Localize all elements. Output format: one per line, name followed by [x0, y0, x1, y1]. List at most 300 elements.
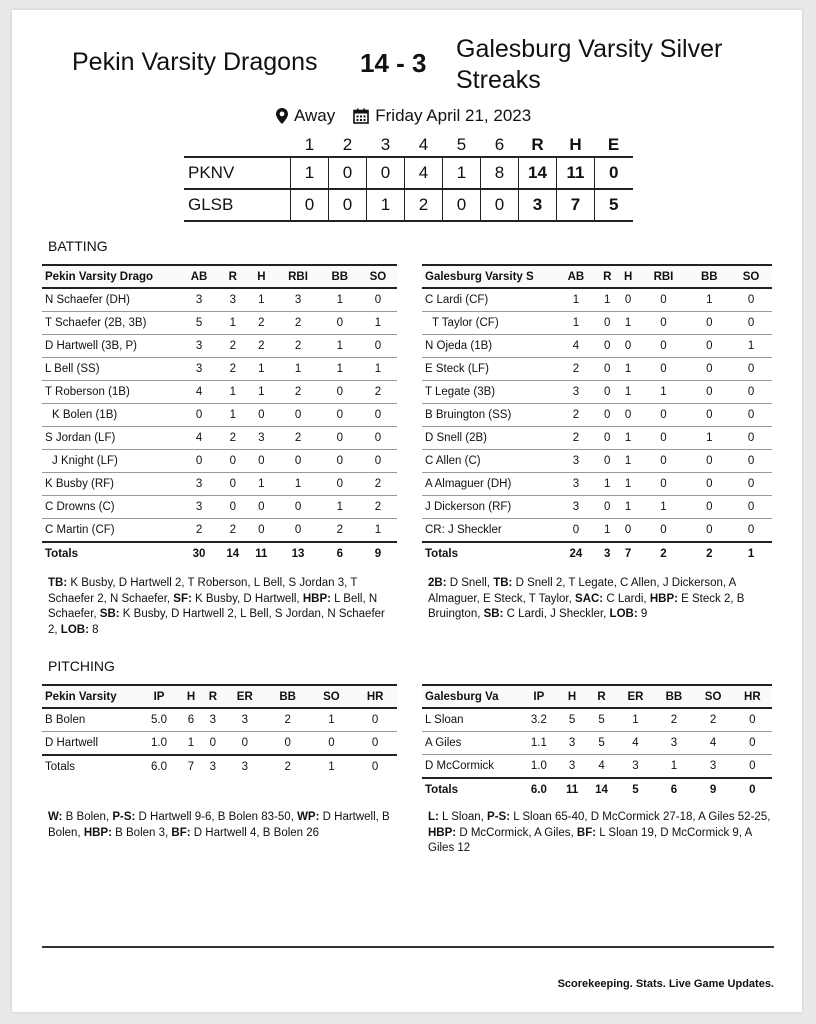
- table-row: [422, 732, 772, 755]
- stat-cell: 0: [639, 312, 689, 335]
- note-value: K Busby, D Hartwell,: [191, 592, 303, 605]
- stat-cell: 1: [247, 288, 275, 312]
- stat-cell: 0: [321, 473, 359, 496]
- location-label: Away: [294, 106, 336, 125]
- total-cell: 9: [359, 542, 397, 565]
- stat-cell: 0: [733, 708, 772, 732]
- note-key: W:: [48, 811, 63, 823]
- player-name: J Knight (LF): [42, 450, 180, 473]
- stat-cell: 6: [180, 708, 202, 732]
- note-key: TB:: [493, 577, 513, 589]
- stat-cell: 3: [555, 473, 597, 496]
- stat-cell: 0: [730, 381, 772, 404]
- home-pitching-team-header: Pekin Varsity: [42, 685, 138, 708]
- col-h: H: [618, 265, 639, 288]
- total-cell: 2: [639, 542, 689, 565]
- total-cell: 2: [266, 755, 310, 778]
- pitcher-name: D Hartwell: [42, 732, 138, 756]
- note-value: D Snell,: [446, 577, 494, 589]
- home-pitching-table: [42, 684, 397, 778]
- home-batting-table: [42, 264, 397, 565]
- stat-cell: 1: [639, 381, 689, 404]
- inning-runs: 0: [291, 189, 329, 221]
- table-row: [42, 450, 397, 473]
- stat-cell: 0: [218, 450, 247, 473]
- stat-cell: 0: [218, 496, 247, 519]
- inning-runs: 1: [291, 157, 329, 189]
- stat-cell: 0: [730, 312, 772, 335]
- line-score-team: PKNV: [184, 157, 291, 189]
- stat-cell: 0: [730, 404, 772, 427]
- stat-cell: 0: [359, 335, 397, 358]
- note-key: TB:: [48, 577, 68, 589]
- stat-cell: 0: [247, 450, 275, 473]
- col-rbi: RBI: [275, 265, 320, 288]
- stat-cell: 3: [555, 496, 597, 519]
- table-row: [422, 335, 772, 358]
- col-hr: HR: [353, 685, 397, 708]
- total-errors: 0: [595, 157, 633, 189]
- col-h: H: [180, 685, 202, 708]
- col-er: ER: [617, 685, 655, 708]
- stat-cell: 0: [247, 519, 275, 543]
- table-row: [422, 358, 772, 381]
- note-value: B Bolen,: [62, 811, 113, 823]
- col-h: H: [558, 685, 587, 708]
- home-pitching-notes: [48, 810, 393, 841]
- stat-cell: 2: [275, 312, 320, 335]
- total-cell: 3: [597, 542, 618, 565]
- totals-row: [422, 778, 772, 801]
- blank-header: [184, 134, 291, 157]
- stat-cell: 2: [359, 473, 397, 496]
- note-value: 8: [88, 623, 99, 636]
- stat-cell: 0: [730, 519, 772, 543]
- line-score-row: [184, 189, 633, 221]
- stat-cell: 0: [688, 496, 730, 519]
- player-name: K Busby (RF): [42, 473, 180, 496]
- stat-cell: 0: [321, 450, 359, 473]
- note-key: P-S:: [112, 811, 136, 823]
- batting-section-title: BATTING: [48, 238, 108, 254]
- stat-cell: 2: [555, 427, 597, 450]
- stat-cell: 1: [247, 381, 275, 404]
- table-row: [422, 288, 772, 312]
- location-pin-icon: [276, 108, 288, 124]
- stat-cell: 1: [618, 473, 639, 496]
- col-so: SO: [694, 685, 733, 708]
- stat-cell: 0: [639, 450, 689, 473]
- table-row: [42, 708, 397, 732]
- stat-cell: 1: [654, 755, 693, 779]
- stat-cell: 1: [310, 708, 354, 732]
- stat-cell: 0: [639, 404, 689, 427]
- inning-runs: 1: [367, 189, 405, 221]
- table-row: [422, 755, 772, 779]
- stat-cell: 2: [218, 358, 247, 381]
- totals-label: Totals: [42, 755, 138, 778]
- stat-cell: 0: [597, 312, 618, 335]
- table-row: [42, 732, 397, 756]
- stat-cell: 0: [310, 732, 354, 756]
- stat-cell: 2: [359, 381, 397, 404]
- table-row: [422, 427, 772, 450]
- total-runs: 14: [519, 157, 557, 189]
- stat-cell: 0: [247, 404, 275, 427]
- stat-cell: 3: [180, 358, 218, 381]
- total-cell: 2: [688, 542, 730, 565]
- player-name: T Taylor (CF): [422, 312, 555, 335]
- stat-cell: 0: [618, 404, 639, 427]
- col-r: R: [586, 685, 616, 708]
- stat-cell: 0: [359, 450, 397, 473]
- total-cell: 13: [275, 542, 320, 565]
- stat-cell: 0: [321, 381, 359, 404]
- note-key: 2B:: [428, 577, 447, 589]
- totals-row: [42, 755, 397, 778]
- stat-cell: 0: [218, 473, 247, 496]
- stat-cell: 3: [180, 473, 218, 496]
- total-errors: 5: [595, 189, 633, 221]
- stat-cell: 3.2: [520, 708, 558, 732]
- stat-cell: 0: [730, 288, 772, 312]
- stat-cell: 0: [321, 404, 359, 427]
- inning-6-header: 6: [494, 135, 505, 154]
- table-row: [42, 335, 397, 358]
- note-value: D Hartwell, B Bolen,: [48, 811, 390, 839]
- inning-runs: 2: [405, 189, 443, 221]
- player-name: T Roberson (1B): [42, 381, 180, 404]
- table-row: [42, 427, 397, 450]
- stat-cell: 0: [555, 519, 597, 543]
- stat-cell: 0: [275, 404, 320, 427]
- player-name: C Allen (C): [422, 450, 555, 473]
- col-so: SO: [310, 685, 354, 708]
- stat-cell: 0: [353, 708, 397, 732]
- total-hits: 11: [557, 157, 595, 189]
- stat-cell: 1: [618, 358, 639, 381]
- scorebook-page: [12, 10, 802, 1012]
- stat-cell: 2: [359, 496, 397, 519]
- note-value: K Busby, D Hartwell 2, T Roberson, L Bell, S Jordan 3, T Schaefer 2, N Schaefer,: [48, 577, 358, 605]
- inning-4-header: 4: [418, 135, 429, 154]
- table-row: [42, 381, 397, 404]
- stat-cell: 0: [266, 732, 310, 756]
- home-team-name: Pekin Varsity Dragons: [72, 48, 318, 76]
- away-batting-team-header: Galesburg Varsity S: [422, 265, 555, 288]
- stat-cell: 1: [275, 358, 320, 381]
- stat-cell: 1: [218, 404, 247, 427]
- stat-cell: 0: [618, 288, 639, 312]
- stat-cell: 0: [597, 427, 618, 450]
- total-cell: 6: [654, 778, 693, 801]
- away-batting-notes: [428, 576, 773, 623]
- pitcher-name: B Bolen: [42, 708, 138, 732]
- inning-3-header: 3: [380, 135, 391, 154]
- col-bb: BB: [321, 265, 359, 288]
- note-key: BF:: [171, 826, 191, 839]
- col-hr: HR: [733, 685, 772, 708]
- total-cell: 1: [310, 755, 354, 778]
- stat-cell: 2: [180, 519, 218, 543]
- player-name: CR: J Sheckler: [422, 519, 555, 543]
- stat-cell: 0: [359, 288, 397, 312]
- stat-cell: 3: [558, 755, 587, 779]
- note-key: LOB:: [60, 623, 89, 636]
- col-so: SO: [730, 265, 772, 288]
- stat-cell: 1: [617, 708, 655, 732]
- player-name: S Jordan (LF): [42, 427, 180, 450]
- player-name: C Lardi (CF): [422, 288, 555, 312]
- table-row: [42, 288, 397, 312]
- stat-cell: 1: [730, 335, 772, 358]
- stat-cell: 1: [555, 312, 597, 335]
- table-row: [42, 404, 397, 427]
- stat-cell: 1: [618, 381, 639, 404]
- stat-cell: 0: [733, 755, 772, 779]
- stat-cell: 1: [275, 473, 320, 496]
- stat-cell: 1: [247, 358, 275, 381]
- stat-cell: 0: [597, 404, 618, 427]
- note-value: E Steck 2, B Bruington,: [428, 592, 745, 620]
- stat-cell: 0: [202, 732, 224, 756]
- stat-cell: 0: [688, 404, 730, 427]
- stat-cell: 0: [180, 404, 218, 427]
- total-cell: 30: [180, 542, 218, 565]
- note-key: HBP:: [649, 592, 678, 605]
- stat-cell: 0: [730, 473, 772, 496]
- table-row: [42, 519, 397, 543]
- stat-cell: 3: [558, 732, 587, 755]
- total-cell: 24: [555, 542, 597, 565]
- stat-cell: 2: [654, 708, 693, 732]
- note-value: L Bell, N Schaefer,: [48, 592, 378, 620]
- stat-cell: 0: [180, 450, 218, 473]
- inning-1-header: 1: [304, 135, 315, 154]
- home-batting-notes: [48, 576, 393, 638]
- player-name: C Drowns (C): [42, 496, 180, 519]
- stat-cell: 4: [180, 427, 218, 450]
- note-key: HBP:: [83, 826, 112, 839]
- stat-cell: 0: [688, 312, 730, 335]
- stat-cell: 1: [618, 427, 639, 450]
- stat-cell: 4: [180, 381, 218, 404]
- stat-cell: 0: [597, 335, 618, 358]
- stat-cell: 1: [321, 288, 359, 312]
- total-cell: 7: [180, 755, 202, 778]
- stat-cell: 0: [321, 427, 359, 450]
- table-row: [42, 312, 397, 335]
- total-cell: 3: [202, 755, 224, 778]
- totals-row: [42, 542, 397, 565]
- note-key: L:: [428, 811, 439, 823]
- total-cell: 3: [224, 755, 266, 778]
- calendar-icon: [353, 108, 369, 124]
- note-value: C Lardi,: [603, 592, 650, 605]
- inning-runs: 8: [481, 157, 519, 189]
- stat-cell: 2: [247, 312, 275, 335]
- stat-cell: 0: [639, 473, 689, 496]
- away-pitching-notes: [428, 810, 773, 857]
- note-value: D Hartwell 4, B Bolen 26: [190, 826, 320, 839]
- pitcher-name: L Sloan: [422, 708, 520, 732]
- stat-cell: 1: [555, 288, 597, 312]
- table-row: [422, 381, 772, 404]
- table-row: [422, 473, 772, 496]
- note-key: HBP:: [428, 826, 457, 839]
- total-cell: 0: [733, 778, 772, 801]
- note-value: C Lardi, J Sheckler,: [503, 608, 610, 620]
- player-name: A Almaguer (DH): [422, 473, 555, 496]
- total-cell: 0: [353, 755, 397, 778]
- player-name: T Schaefer (2B, 3B): [42, 312, 180, 335]
- pitching-section-title: PITCHING: [48, 658, 115, 674]
- stat-cell: 2: [218, 427, 247, 450]
- stat-cell: 1.0: [138, 732, 180, 756]
- stat-cell: 1: [359, 312, 397, 335]
- stat-cell: 0: [688, 335, 730, 358]
- player-name: D Snell (2B): [422, 427, 555, 450]
- table-row: [422, 450, 772, 473]
- total-cell: 9: [694, 778, 733, 801]
- table-row: [422, 404, 772, 427]
- inning-2-header: 2: [342, 135, 353, 154]
- inning-runs: 4: [405, 157, 443, 189]
- player-name: D Hartwell (3B, P): [42, 335, 180, 358]
- stat-cell: 1: [321, 335, 359, 358]
- stat-cell: 1: [180, 732, 202, 756]
- total-cell: 5: [617, 778, 655, 801]
- col-so: SO: [359, 265, 397, 288]
- stat-cell: 3: [180, 335, 218, 358]
- total-cell: 1: [730, 542, 772, 565]
- stat-cell: 3: [224, 708, 266, 732]
- stat-cell: 0: [688, 473, 730, 496]
- stat-cell: 3: [180, 288, 218, 312]
- total-hits: 7: [557, 189, 595, 221]
- pitcher-name: A Giles: [422, 732, 520, 755]
- footer-tagline: Scorekeeping. Stats. Live Game Updates.: [557, 978, 774, 990]
- note-key: LOB:: [609, 608, 638, 620]
- stat-cell: 2: [275, 335, 320, 358]
- stat-cell: 5: [586, 732, 616, 755]
- table-row: [422, 496, 772, 519]
- player-name: E Steck (LF): [422, 358, 555, 381]
- line-score-row: [184, 157, 633, 189]
- away-batting-table: [422, 264, 772, 565]
- stat-cell: 0: [597, 358, 618, 381]
- note-key: WP:: [297, 811, 320, 823]
- stat-cell: 0: [730, 427, 772, 450]
- col-r: R: [218, 265, 247, 288]
- stat-cell: 0: [247, 496, 275, 519]
- total-cell: 6.0: [138, 755, 180, 778]
- player-name: N Ojeda (1B): [422, 335, 555, 358]
- stat-cell: 0: [730, 496, 772, 519]
- pitcher-name: D McCormick: [422, 755, 520, 779]
- stat-cell: 4: [617, 732, 655, 755]
- player-name: K Bolen (1B): [42, 404, 180, 427]
- stat-cell: 0: [730, 450, 772, 473]
- stat-cell: 0: [359, 427, 397, 450]
- note-value: 9: [637, 608, 648, 620]
- total-cell: 6.0: [520, 778, 558, 801]
- errors-header: E: [607, 135, 620, 154]
- note-key: HBP:: [302, 592, 331, 605]
- note-value: L Sloan,: [438, 811, 488, 823]
- note-value: D Hartwell 9-6, B Bolen 83-50,: [135, 811, 298, 823]
- stat-cell: 3: [555, 450, 597, 473]
- col-ip: IP: [520, 685, 558, 708]
- total-cell: 11: [558, 778, 587, 801]
- stat-cell: 1: [597, 519, 618, 543]
- stat-cell: 5.0: [138, 708, 180, 732]
- totals-label: Totals: [422, 778, 520, 801]
- stat-cell: 3: [180, 496, 218, 519]
- inning-runs: 1: [443, 157, 481, 189]
- stat-cell: 0: [688, 519, 730, 543]
- stat-cell: 1: [688, 427, 730, 450]
- note-key: BF:: [576, 826, 597, 839]
- stat-cell: 1: [321, 496, 359, 519]
- stat-cell: 3: [275, 288, 320, 312]
- inning-runs: 0: [329, 157, 367, 189]
- stat-cell: 0: [224, 732, 266, 756]
- stat-cell: 1: [359, 358, 397, 381]
- stat-cell: 0: [353, 732, 397, 756]
- stat-cell: 0: [275, 496, 320, 519]
- col-bb: BB: [688, 265, 730, 288]
- inning-runs: 0: [481, 189, 519, 221]
- stat-cell: 3: [555, 381, 597, 404]
- footer-divider: [42, 946, 774, 948]
- stat-cell: 0: [321, 312, 359, 335]
- stat-cell: 2: [218, 519, 247, 543]
- player-name: C Martin (CF): [42, 519, 180, 543]
- stat-cell: 5: [558, 708, 587, 732]
- stat-cell: 1: [597, 288, 618, 312]
- player-name: L Bell (SS): [42, 358, 180, 381]
- col-ab: AB: [180, 265, 218, 288]
- note-value: L Sloan 19, D McCormick 9, A Giles 12: [428, 826, 752, 854]
- stat-cell: 3: [617, 755, 655, 779]
- stat-cell: 1: [218, 312, 247, 335]
- stat-cell: 0: [597, 381, 618, 404]
- stat-cell: 0: [639, 427, 689, 450]
- table-row: [42, 473, 397, 496]
- stat-cell: 4: [555, 335, 597, 358]
- stat-cell: 1: [597, 473, 618, 496]
- stat-cell: 2: [321, 519, 359, 543]
- col-bb: BB: [654, 685, 693, 708]
- inning-runs: 0: [443, 189, 481, 221]
- stat-cell: 0: [359, 404, 397, 427]
- inning-runs: 0: [367, 157, 405, 189]
- stat-cell: 4: [694, 732, 733, 755]
- stat-cell: 1: [359, 519, 397, 543]
- col-r: R: [202, 685, 224, 708]
- stat-cell: 0: [618, 519, 639, 543]
- game-date: Friday April 21, 2023: [375, 106, 532, 125]
- col-rbi: RBI: [639, 265, 689, 288]
- stat-cell: 2: [218, 335, 247, 358]
- line-score-header: [184, 134, 633, 157]
- note-value: B Bolen 3,: [111, 826, 172, 839]
- stat-cell: 2: [266, 708, 310, 732]
- stat-cell: 0: [275, 450, 320, 473]
- stat-cell: 1: [639, 496, 689, 519]
- table-row: [422, 312, 772, 335]
